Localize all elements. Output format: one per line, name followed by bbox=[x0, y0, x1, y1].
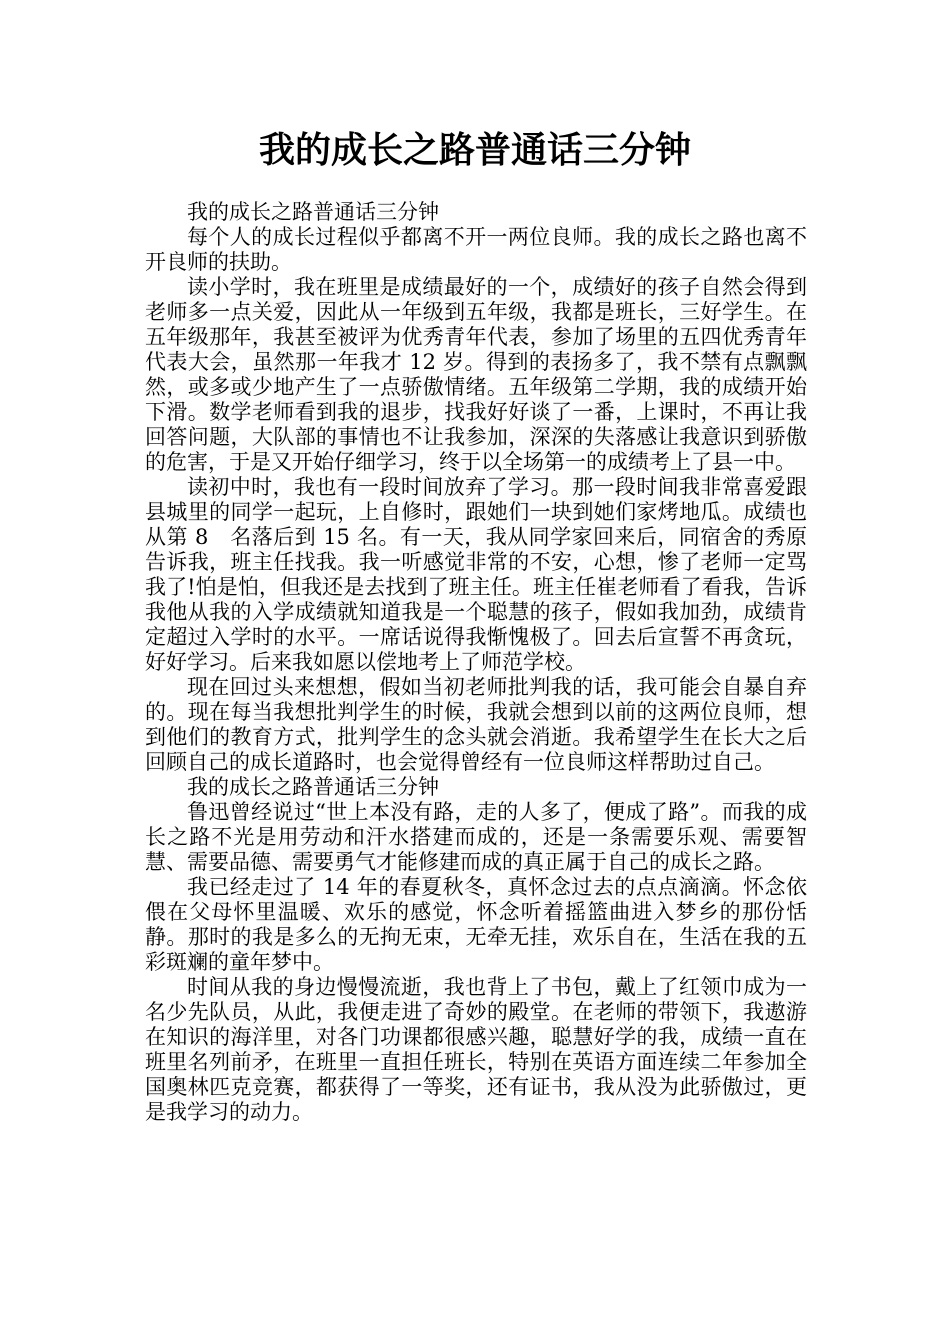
paragraph: 现在回过头来想想，假如当初老师批判我的话，我可能会自暴自弃的。现在每当我想批判学生的时候，我就会想到以前的这两位良师，想到他们的教育方式，批判学生的念头就会消逝。我希望学生在长大之后回顾自己的成长道路时，也会觉得曾经有一位良师这样帮助过自己。 bbox=[145, 675, 807, 774]
paragraph-subtitle: 我的成长之路普通话三分钟 bbox=[187, 775, 439, 799]
paragraph: 读初中时，我也有一段时间放弃了学习。那一段时间我非常喜爱跟县城里的同学一起玩，上自修时，跟她们一块到她们家烤地瓜。成绩也从第 8 名落后到 15 名。有一天，我从同学家回来后，同宿舍的秀原告诉我，班主任找我。我一听感觉非常的不安，心想，惨了老师一定骂我了!怕是怕，但我还是去找到了班主任。班主任崔老师看了看我，告诉我他从我的入学成绩就知道我是一个聪慧的孩子，假如我加劲，成绩肯定超过入学时的水平。一席话说得我惭愧极了。回去后宣誓不再贪玩，好好学习。后来我如愿以偿地考上了师范学校。 bbox=[145, 475, 807, 674]
paragraph: 读小学时，我在班里是成绩最好的一个，成绩好的孩子自然会得到老师多一点关爱，因此从一年级到五年级，我都是班长，三好学生。在五年级那年，我甚至被评为优秀青年代表，参加了场里的五四优秀青年代表大会，虽然那一年我才 12 岁。得到的表扬多了，我不禁有点飘飘然，或多或少地产生了一点骄傲情绪。五年级第二学期，我的成绩开始下滑。数学老师看到我的退步，找我好好谈了一番，上课时，不再让我回答问题，大队部的事情也不让我参加，深深的失落感让我意识到骄傲的危害，于是又开始仔细学习，终于以全场第一的成绩考上了县一中。 bbox=[145, 275, 807, 474]
paragraph: 每个人的成长过程似乎都离不开一两位良师。我的成长之路也离不开良师的扶助。 bbox=[145, 225, 807, 274]
paragraph: 鲁迅曾经说过“世上本没有路，走的人多了，便成了路”。而我的成长之路不光是用劳动和汗水搭建而成的，还是一条需要乐观、需要智慧、需要品德、需要勇气才能修建而成的真正属于自己的成长之路。 bbox=[145, 800, 807, 874]
paragraph-subtitle: 我的成长之路普通话三分钟 bbox=[187, 200, 439, 224]
document-body bbox=[145, 200, 807, 1125]
document-title: 我的成长之路普通话三分钟 bbox=[258, 130, 691, 171]
paragraph: 时间从我的身边慢慢流逝，我也背上了书包，戴上了红领巾成为一名少先队员，从此，我便走进了奇妙的殿堂。在老师的带领下，我遨游在知识的海洋里，对各门功课都很感兴趣，聪慧好学的我，成绩一直在班里名列前矛，在班里一直担任班长，特别在英语方面连续二年参加全国奥林匹克竞赛，都获得了一等奖，还有证书，我从没为此骄傲过，更是我学习的动力。 bbox=[145, 975, 807, 1124]
paragraph: 我已经走过了 14 年的春夏秋冬，真怀念过去的点点滴滴。怀念依偎在父母怀里温暖、欢乐的感觉，怀念听着摇篮曲进入梦乡的那份恬静。那时的我是多么的无拘无束，无牵无挂，欢乐自在，生活在我的五彩斑斓的童年梦中。 bbox=[145, 875, 807, 974]
